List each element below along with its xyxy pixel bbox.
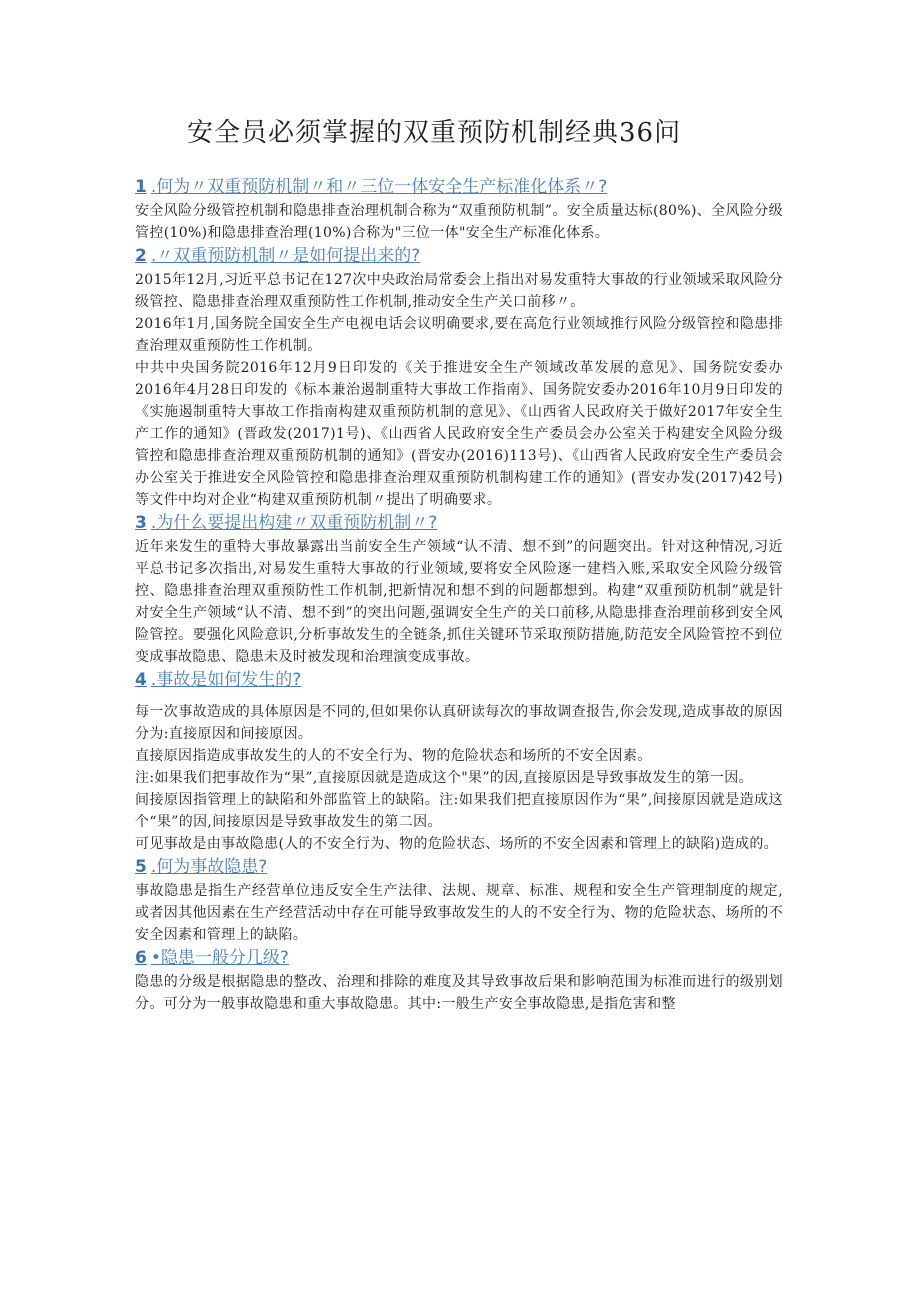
paragraph: 注:如果我们把事故作为“果”,直接原因就是造成这个"果”的因,直接原因是导致事故发生的第一因。 xyxy=(135,770,753,786)
paragraph: 可见事故是由事故隐患(人的不安全行为、物的危险状态、场所的不安全因素和管理上的缺陷)造成的。 xyxy=(135,836,779,852)
section-2 xyxy=(135,244,783,511)
paragraph: 2015年12月,习近平总书记在127次中央政治局常委会上指出对易发重特大事故的行业领域采取风险分级管控、隐患排查治理双重预防性工作机制,推动安全生产关口前移〃。 xyxy=(135,272,783,310)
section-title: .事故是如何发生的? xyxy=(150,670,302,690)
section-number: 2 xyxy=(135,246,147,266)
section-number: 5 xyxy=(135,857,147,877)
spacer xyxy=(135,693,783,701)
section-number: 3 xyxy=(135,513,147,533)
section-heading xyxy=(135,668,783,693)
section-number: 1 xyxy=(135,177,147,197)
section-heading xyxy=(135,244,783,269)
section-heading xyxy=(135,855,783,880)
section-title: .何为〃双重预防机制〃和〃三位一体安全生产标准化体系〃? xyxy=(150,177,608,197)
section-heading xyxy=(135,946,783,971)
section-title: •隐患一般分几级? xyxy=(150,948,289,968)
section-number: 4 xyxy=(135,670,147,690)
paragraph: 隐患的分级是根据隐患的整改、治理和排除的难度及其导致事故后果和影响范围为标准而进行的级别划分。可分为一般事故隐患和重大事故隐患。其中:一般生产安全事故隐患,是指危害和整 xyxy=(135,974,783,1012)
section-heading xyxy=(135,511,783,536)
section-6 xyxy=(135,946,783,1015)
paragraph: 中共中央国务院2016年12月9日印发的《关于推进安全生产领域改革发展的意见》、国务院安委办2016年4月28日印发的《标本兼治遏制重特大事故工作指南》、国务院安委办2016年10月9日印发的《实施遏制重特大事故工作指南构建双重预防机制的意见》、《山西省人民政府关于做好2017年安全生产工作的通知》(晋政发(2017)1号)、《山西省人民政府安全生产委员会办公室关于构建安全风险分级管控和隐患排查治理双重预防机制的通知》(晋安办(2016)113号)、《山西省人民政府安全生产委员会办公室关于推进安全风险管控和隐患排查治理双重预防机制构建工作的通知》(晋安办发(2017)42号)等文件中均对企业“构建双重预防机制〃提出了明确要求。 xyxy=(135,360,783,508)
section-title: .〃双重预防机制〃是如何提出来的? xyxy=(150,246,421,266)
section-heading xyxy=(135,175,783,200)
paragraph: 安全风险分级管控机制和隐患排查治理机制合称为“双重预防机制”。安全质量达标(80%)、全风险分级管控(10%)和隐患排查治理(10%)合称为"三位一体"安全生产标准化体系。 xyxy=(135,203,783,241)
section-4 xyxy=(135,668,783,855)
document-title: 安全员必须掌握的双重预防机制经典36问 xyxy=(187,118,682,148)
section-3 xyxy=(135,511,783,668)
section-1 xyxy=(135,175,783,244)
paragraph: 间接原因指管理上的缺陷和外部监管上的缺陷。注:如果我们把直接原因作为“果”,间接原因就是造成这个“果”的因,间接原因是导致事故发生的第二因。 xyxy=(135,792,783,830)
paragraph: 直接原因指造成事故发生的人的不安全行为、物的危险状态和场所的不安全因素。 xyxy=(135,748,652,764)
section-title: .为什么要提出构建〃双重预防机制〃? xyxy=(150,513,438,533)
paragraph: 事故隐患是指生产经营单位违反安全生产法律、法规、规章、标准、规程和安全生产管理制度的规定,或者因其他因素在生产经营活动中存在可能导致事故发生的人的不安全行为、物的危险状态、场所的不安全因素和管理上的缺陷。 xyxy=(135,883,783,943)
paragraph: 2016年1月,国务院全国安全生产电视电话会议明确要求,要在高危行业领域推行风险分级管控和隐患排查治理双重预防性工作机制。 xyxy=(135,316,783,354)
section-title: .何为事故隐患? xyxy=(150,857,268,877)
section-5 xyxy=(135,855,783,946)
document-content xyxy=(135,112,783,1015)
paragraph: 每一次事故造成的具体原因是不同的,但如果你认真研读每次的事故调查报告,你会发现,造成事故的原因分为:直接原因和间接原因。 xyxy=(135,704,783,742)
paragraph: 近年来发生的重特大事故暴露出当前安全生产领域“认不清、想不到”的问题突出。针对这种情况,习近平总书记多次指出,对易发生重特大事故的行业领域,要将安全风险逐一建档入账,采取安全风险分级管控、隐患排查治理双重预防性工作机制,把新情况和想不到的问题都想到。构建“双重预防机制”就是针对安全生产领域“认不清、想不到”的突出问题,强调安全生产的关口前移,从隐患排查治理前移到安全风险管控。要强化风险意识,分析事故发生的全链条,抓住关键环节采取预防措施,防范安全风险管控不到位变成事故隐患、隐患未及时被发现和治理演变成事故。 xyxy=(135,539,783,665)
section-number: 6 xyxy=(135,948,147,968)
